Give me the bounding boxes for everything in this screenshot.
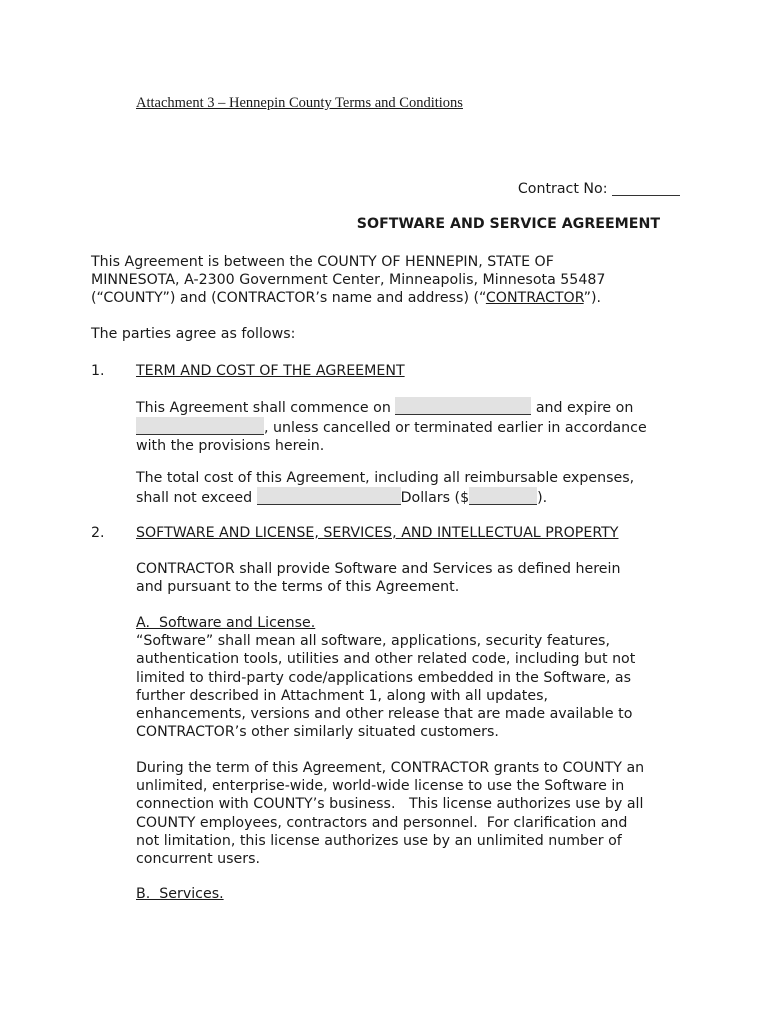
expire-date-field[interactable] xyxy=(136,417,264,435)
contract-number-field[interactable] xyxy=(612,180,680,196)
license-line-6: concurrent users. xyxy=(136,851,261,868)
cost-line-2: shall not exceed Dollars ($ ). xyxy=(136,487,696,507)
license-line-5: not limitation, this license authorizes use by an unlimited number of xyxy=(136,832,622,849)
term-line-2: , unless cancelled or terminated earlier in accordance xyxy=(136,417,696,437)
intro-line-1: This Agreement is between the COUNTY OF HENNEPIN, STATE OF xyxy=(91,254,554,270)
license-line-3: connection with COUNTY’s business. This license authorizes use by all xyxy=(136,796,644,813)
cost-line-1: The total cost of this Agreement, including all reimbursable expenses, xyxy=(136,470,635,486)
section-2-heading: SOFTWARE AND LICENSE, SERVICES, AND INTELLECTUAL PROPERTY xyxy=(136,525,619,541)
software-definition-line-4: further described in Attachment 1, along with all updates, xyxy=(136,687,548,704)
contract-number xyxy=(518,180,680,198)
agreement-title: SOFTWARE AND SERVICE AGREEMENT xyxy=(356,216,660,232)
section-2-number: 2. xyxy=(91,525,105,541)
license-line-4: COUNTY employees, contractors and personnel. For clarification and xyxy=(136,814,628,831)
term-line-1: This Agreement shall commence on and expire on xyxy=(136,397,696,417)
software-services-paragraph xyxy=(136,560,696,596)
software-definition-line-2: authentication tools, utilities and other related code, including but not xyxy=(136,651,636,668)
subsection-b-heading: B. Services. xyxy=(136,886,224,902)
subsection-a-heading: A. Software and License. xyxy=(136,615,316,631)
parties-statement: The parties agree as follows: xyxy=(91,326,296,342)
contractor-term: CONTRACTOR xyxy=(485,290,584,307)
intro-paragraph xyxy=(91,253,686,308)
software-definition-line-5: enhancements, versions and other release that are made available to xyxy=(136,706,633,723)
software-services-line-2: and pursuant to the terms of this Agreement. xyxy=(136,579,460,596)
commence-date-field[interactable] xyxy=(395,397,531,415)
attachment-header: Attachment 3 – Hennepin County Terms and Conditions xyxy=(136,95,463,111)
software-definition-line-1: “Software” shall mean all software, applications, security features, xyxy=(136,633,610,650)
software-definition-line-3: limited to third-party code/applications embedded in the Software, as xyxy=(136,669,631,686)
term-line-3: with the provisions herein. xyxy=(136,438,325,455)
software-license-subsection xyxy=(136,614,696,741)
software-services-line-1: CONTRACTOR shall provide Software and Services as defined herein xyxy=(136,561,621,577)
contract-number-label: Contract No: xyxy=(517,181,608,197)
cost-amount-field[interactable] xyxy=(469,487,537,505)
license-line-1: During the term of this Agreement, CONTRACTOR grants to COUNTY an xyxy=(136,760,645,776)
software-definition-line-6: CONTRACTOR’s other similarly situated customers. xyxy=(136,724,499,741)
term-paragraph xyxy=(136,397,696,456)
intro-line-3: (“COUNTY”) and (CONTRACTOR’s name and address) (“CONTRACTOR”). xyxy=(91,290,602,307)
section-1-number: 1. xyxy=(91,363,105,379)
intro-line-2: MINNESOTA, A-2300 Government Center, Minneapolis, Minnesota 55487 xyxy=(91,272,606,289)
cost-paragraph xyxy=(136,469,696,507)
section-1-heading: TERM AND COST OF THE AGREEMENT xyxy=(136,363,405,379)
cost-words-field[interactable] xyxy=(257,487,401,505)
license-line-2: unlimited, enterprise-wide, world-wide license to use the Software in xyxy=(136,778,625,795)
license-grant-paragraph xyxy=(136,759,706,868)
